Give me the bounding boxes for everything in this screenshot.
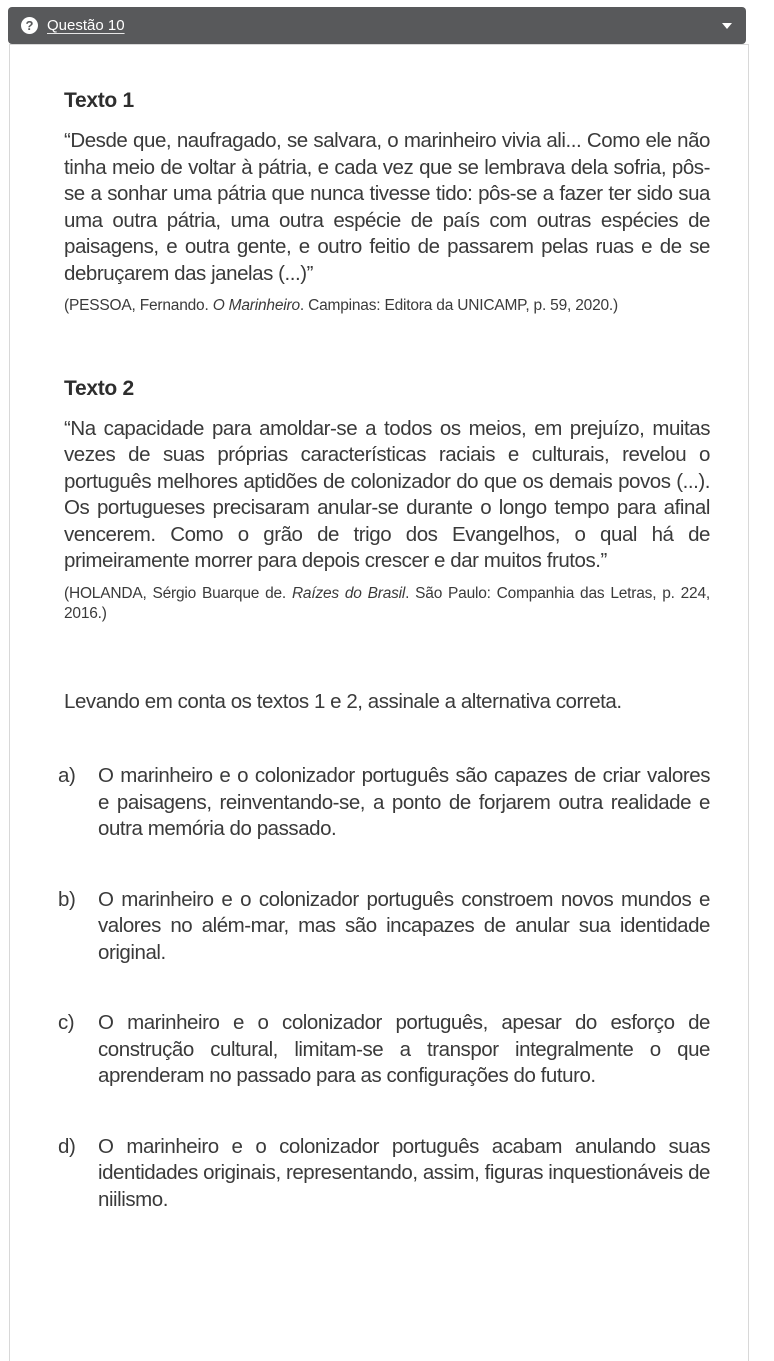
alternative-c[interactable]	[58, 1010, 710, 1090]
alternative-text: O marinheiro e o colonizador português são capazes de criar valores e paisagens, reinventando-se, a ponto de forjarem outra realidade e outra memória do passado.	[98, 764, 710, 840]
texto-2-body: “Na capacidade para amoldar-se a todos os meios, em prejuízo, muitas vezes de suas próprias características raciais e culturais, revelou o português melhores aptidões de colonizador do que os demais povos (...). Os portugueses precisaram anular-se durante o longo tempo para afinal vencerem. Como o grão de trigo dos Evangelhos, o qual há de primeiramente morrer para depois crescer e dar muitos frutos.”	[64, 416, 710, 572]
alternative-d[interactable]	[58, 1134, 710, 1214]
alternative-letter: c)	[58, 1011, 75, 1034]
texto-1-heading: Texto 1	[64, 89, 134, 112]
texto-1-body: “Desde que, naufragado, se salvara, o marinheiro vivia ali... Como ele não tinha meio de voltar à pátria, e cada vez que se lembrava dela sofria, pôs-se a sonhar uma pátria que nunca tivesse tido: pôs-se a fazer ter sido sua uma outra pátria, uma outra espécie de país com outras espécies de paisagens, e outra gente, e outro feitio de passarem pelas ruas e de se debruçarem das janelas (...)”	[64, 129, 710, 285]
alternative-b[interactable]	[58, 887, 710, 967]
alternative-text: O marinheiro e o colonizador português acabam anulando suas identidades originais, representando, assim, figuras inquestionáveis de niilismo.	[98, 1134, 710, 1211]
citation-suffix: . Campinas: Editora da UNICAMP, p. 59, 2020.)	[299, 297, 618, 314]
citation-suffix: . São Paulo: Companhia das Letras, p. 224, 2016.)	[64, 584, 710, 622]
citation-prefix: (PESSOA, Fernando.	[64, 297, 213, 314]
citation-work-title: Raízes do Brasil	[291, 584, 406, 602]
question-content	[10, 45, 748, 1219]
alternative-letter: a)	[58, 764, 76, 787]
alternative-text: O marinheiro e o colonizador português, apesar do esforço de construção cultural, limitam-se a transpor integralmente o que aprenderam no passado para as configurações do futuro.	[98, 1011, 710, 1087]
citation-prefix: (HOLANDA, Sérgio Buarque de.	[64, 584, 292, 602]
texto-2-citation	[64, 584, 710, 625]
question-circle-icon: ?	[21, 17, 38, 34]
texto-1-section	[64, 89, 710, 317]
texto-1-citation	[64, 296, 710, 317]
question-body-panel	[9, 44, 749, 1361]
texto-2-heading: Texto 2	[64, 376, 134, 400]
alternative-text: O marinheiro e o colonizador português constroem novos mundos e valores no além-mar, mas são incapazes de anular sua identidade original.	[98, 887, 710, 964]
caret-down-icon[interactable]	[722, 23, 732, 29]
alternative-a[interactable]	[58, 763, 710, 843]
alternative-letter: b)	[58, 887, 76, 911]
question-prompt: Levando em conta os textos 1 e 2, assinale a alternativa correta.	[64, 689, 622, 713]
citation-work-title: O Marinheiro	[212, 297, 300, 314]
texto-2-section	[64, 377, 710, 625]
question-header-bar[interactable]	[8, 7, 746, 44]
question-title-link[interactable]: Questão 10	[47, 17, 125, 34]
alternatives-list	[58, 763, 710, 1213]
alternative-letter: d)	[58, 1134, 76, 1158]
